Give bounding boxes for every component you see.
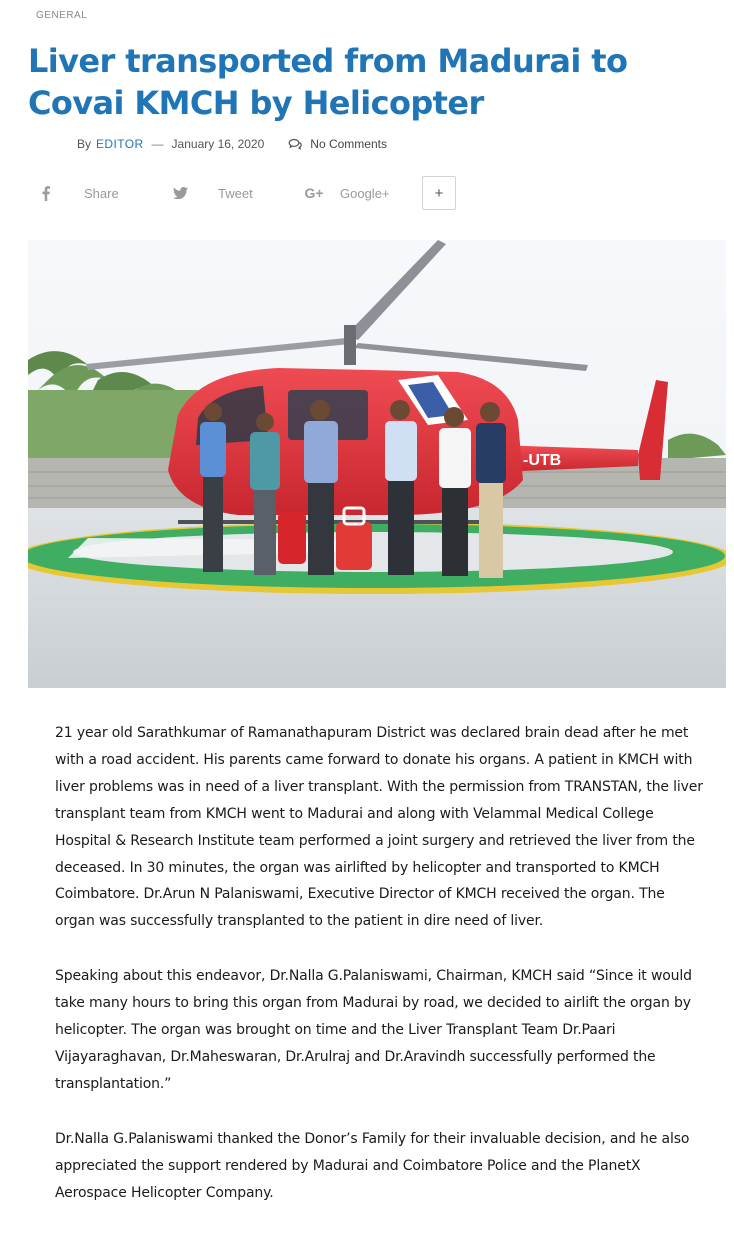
facebook-share-label: Share xyxy=(84,185,119,201)
person-5 xyxy=(439,407,471,576)
by-label: By xyxy=(77,137,92,151)
article-paragraph-2: Speaking about this endeavor, Dr.Nalla G.Palaniswami, Chairman, KMCH said “Since it would take many hours to bring this organ from Madurai by road, we decided to airlift the organ by helicopter. The organ was brought on time and the Liver Transplant Team Dr.Paari Vijayaraghavan, Dr.Maheswaran, Dr.Arulraj and Dr.Aravindh successfully performed the transplantation.” xyxy=(55,968,692,1092)
person-1 xyxy=(200,403,226,572)
facebook-share-button[interactable] xyxy=(32,176,119,210)
registration-mark: -UTB xyxy=(523,452,562,469)
organ-box-1 xyxy=(278,512,306,564)
author-link[interactable]: EDITOR xyxy=(96,137,144,151)
article-paragraph-3: Dr.Nalla G.Palaniswami thanked the Donor’s Family for their invaluable decision, and he also appreciated the support rendered by Madurai and Coimbatore Police and the PlanetX Aerospace Helicopter Company. xyxy=(55,1130,690,1201)
person-3 xyxy=(304,400,338,575)
google-plus-share-button[interactable] xyxy=(300,176,390,210)
article-body xyxy=(55,720,705,1235)
twitter-icon xyxy=(166,187,194,199)
helicopter-photo xyxy=(28,240,726,688)
person-2 xyxy=(250,413,280,575)
person-4 xyxy=(385,400,417,575)
post-date: January 16, 2020 xyxy=(171,137,265,151)
page-title: Liver transported from Madurai to Covai KMCH by Helicopter xyxy=(28,42,628,122)
comments-link[interactable] xyxy=(288,137,387,151)
featured-image xyxy=(28,240,726,688)
twitter-share-button[interactable] xyxy=(166,176,253,210)
comments-icon xyxy=(288,138,302,150)
google-plus-icon: G+ xyxy=(304,185,324,201)
more-share-button[interactable]: + xyxy=(422,176,456,210)
share-bar xyxy=(28,176,488,210)
person-6 xyxy=(476,402,506,578)
category-link[interactable]: GENERAL xyxy=(36,10,88,21)
organ-box-2 xyxy=(336,522,372,570)
post-meta xyxy=(77,137,387,151)
comments-count: No Comments xyxy=(310,137,387,151)
article-paragraph-1: 21 year old Sarathkumar of Ramanathapuram District was declared brain dead after he met with a road accident. His parents came forward to donate his organs. A patient in KMCH with liver problems was in need of a liver transplant. With the permission from TRANSTAN, the liver transplant team from KMCH went to Madurai and along with Velammal Medical College Hospital & Research Institute team performed a joint surgery and retrieved the liver from the deceased. In 30 minutes, the organ was airlifted by helicopter and transported to KMCH Coimbatore. Dr.Arun N Palaniswami, Executive Director of KMCH received the organ. The organ was successfully transplanted to the patient in dire need of liver. xyxy=(55,725,703,930)
meta-separator: — xyxy=(151,137,164,151)
twitter-share-label: Tweet xyxy=(218,185,253,201)
facebook-icon xyxy=(32,186,60,201)
google-plus-share-label: Google+ xyxy=(340,185,390,201)
